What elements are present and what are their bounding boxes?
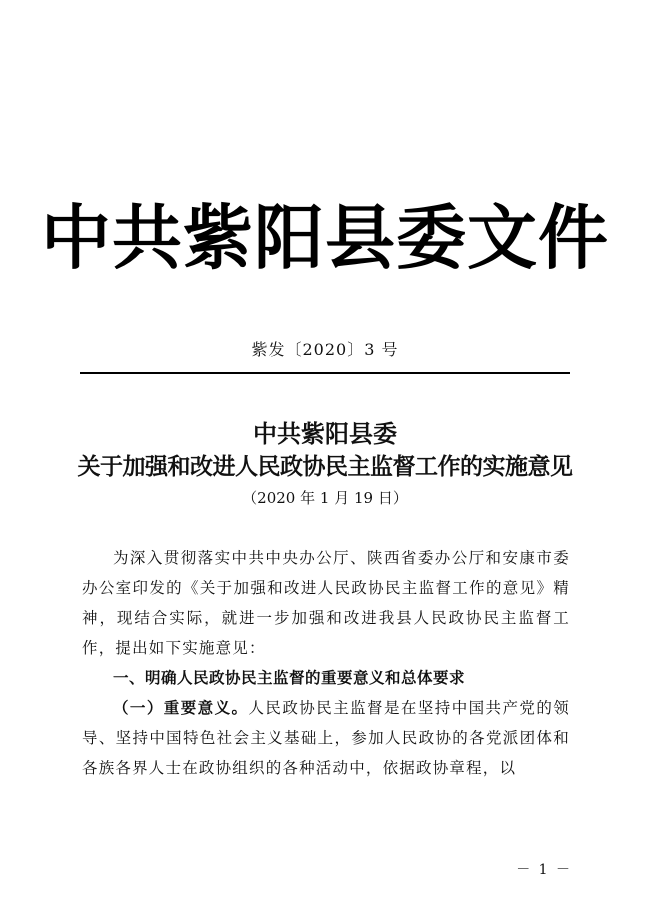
intro-paragraph: 为深入贯彻落实中共中央办公厅、陕西省委办公厅和安康市委办公室印发的《关于加强和改进人民政协民主监督工作的意见》精神，现结合实际，就进一步加强和改进我县人民政协民主监督工作，提出如下实施意见：	[82, 549, 570, 657]
document-body	[82, 543, 570, 783]
document-date: （2020 年 1 月 19 日）	[242, 489, 408, 507]
document-number: 紫发〔2020〕3 号	[251, 340, 399, 359]
header-divider	[80, 372, 570, 374]
section-heading-1: 一、明确人民政协民主监督的重要意义和总体要求	[113, 669, 466, 687]
page-number: － 1 －	[516, 862, 572, 878]
document-issuer-header: 中共紫阳县委文件	[41, 197, 609, 279]
subsection-text-1: 人民政协民主监督是在坚持中国共产党的领导、坚持中国特色社会主义基础上，参加人民政协的各党派团体和各族各界人士在政协组织的各种活动中，依据政协章程，以	[82, 699, 570, 777]
document-title-line2: 关于加强和改进人民政协民主监督工作的实施意见	[77, 453, 573, 480]
document-title-line1: 中共紫阳县委	[253, 419, 397, 448]
subsection-paragraph-1	[82, 693, 570, 783]
subsection-heading-1: （一）重要意义。	[113, 698, 249, 717]
